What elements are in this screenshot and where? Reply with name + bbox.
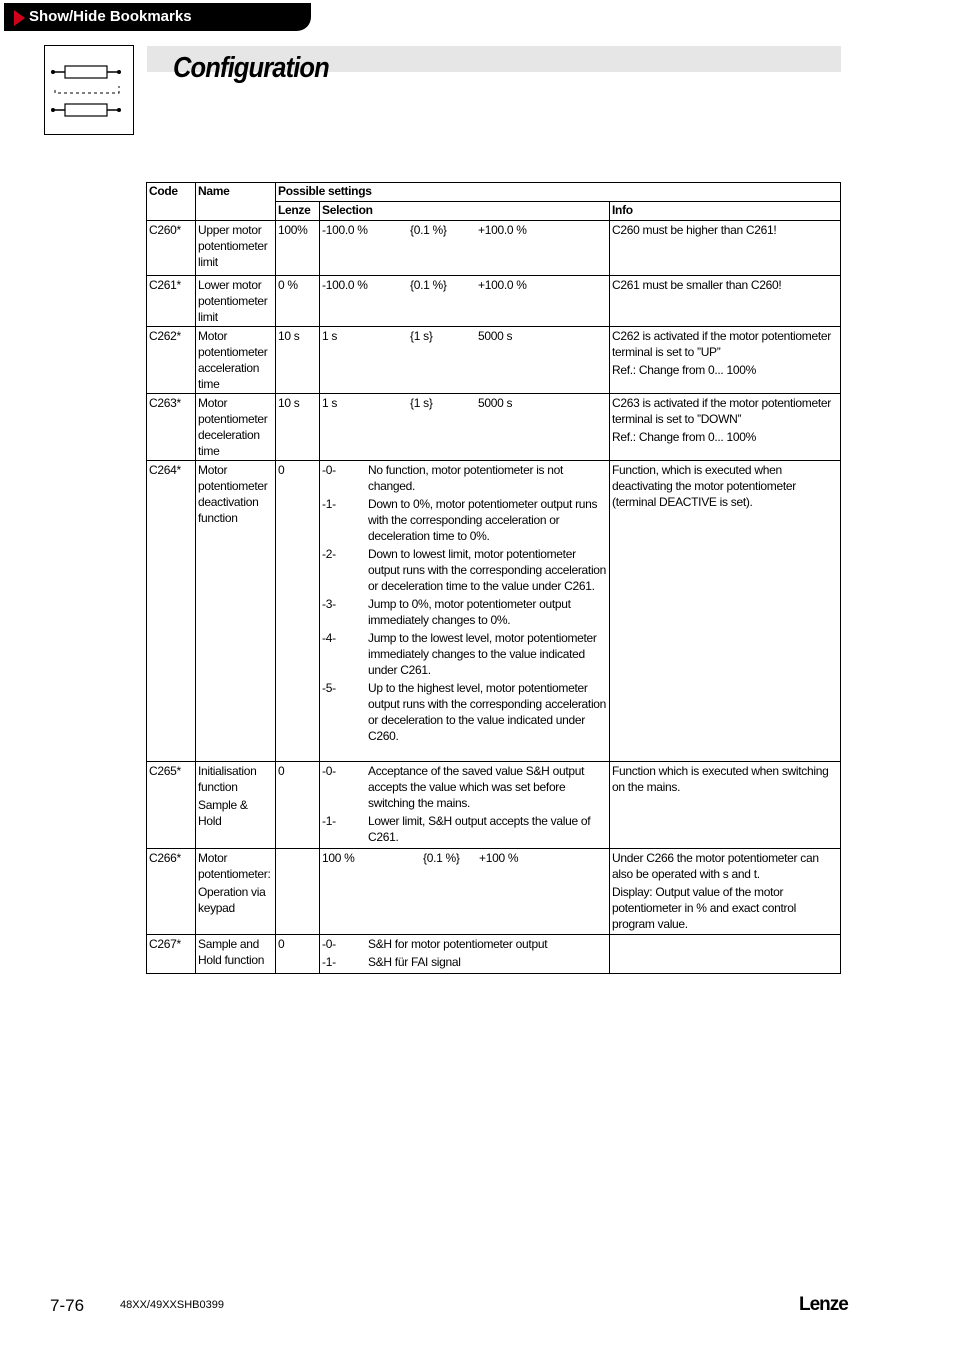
cell-info — [610, 327, 841, 394]
option-text: S&H for motor potentiometer output — [368, 937, 548, 951]
option-item — [322, 763, 607, 811]
range-min: 1 s — [322, 396, 338, 410]
name-text: Initialisation function — [198, 764, 257, 794]
page-title: Configuration — [173, 52, 329, 84]
cell-info — [610, 461, 841, 762]
option-key: -1- — [322, 955, 336, 969]
cell-code: C260* — [147, 221, 196, 276]
name-text: Motor potentiometer deactivation function — [198, 463, 268, 525]
option-item — [322, 596, 607, 628]
cell-lenze: 100% — [276, 221, 320, 276]
cell-code: C264* — [147, 461, 196, 762]
cell-info — [610, 935, 841, 974]
cell-name — [196, 461, 276, 762]
option-key: -0- — [322, 463, 336, 477]
option-key: -4- — [322, 631, 336, 645]
cell-selection — [320, 935, 610, 974]
range-max: +100 % — [479, 851, 519, 865]
cell-selection — [320, 394, 610, 461]
option-key: -1- — [322, 497, 336, 511]
cell-selection — [320, 762, 610, 849]
option-item — [322, 630, 607, 678]
info-text: Display: Output value of the motor potentiometer in % and exact control program value. — [612, 885, 796, 931]
page-number: 7-76 — [50, 1296, 85, 1315]
option-item — [322, 954, 607, 970]
option-item — [322, 462, 607, 494]
cell-name — [196, 935, 276, 974]
info-text: Function, which is executed when deactivating the motor potentiometer (terminal DEACTIVE is set). — [612, 463, 796, 509]
table-row — [147, 394, 841, 461]
configuration-table — [146, 182, 841, 974]
option-text: Down to lowest limit, motor potentiometer output runs with the corresponding acceleration or deceleration time to the value under C261. — [368, 547, 607, 593]
cell-code: C265* — [147, 762, 196, 849]
info-text: C263 is activated if the motor potentiometer terminal is set to ”DOWN” — [612, 396, 831, 426]
range — [322, 395, 607, 411]
cell-lenze: 10 s — [276, 327, 320, 394]
table-row — [147, 461, 841, 762]
lenze-logo: Lenze — [799, 1294, 848, 1315]
info-text: Ref.: Change from 0... 100% — [612, 430, 756, 444]
document-id: 48XX/49XXSHB0399 — [120, 1299, 224, 1311]
range-step: {0.1 %} — [410, 223, 447, 237]
cell-code: C267* — [147, 935, 196, 974]
option-key: -0- — [322, 937, 336, 951]
option-item — [322, 936, 607, 952]
name-text: Lower motor potentiometer limit — [198, 278, 268, 324]
range-max: +100.0 % — [478, 223, 527, 237]
cell-lenze: 0 — [276, 935, 320, 974]
cell-selection — [320, 276, 610, 327]
cell-name — [196, 849, 276, 935]
option-key: -3- — [322, 597, 336, 611]
range-min: -100.0 % — [322, 223, 368, 237]
range-max: 5000 s — [478, 329, 513, 343]
name-text: Motor potentiometer: — [198, 851, 271, 881]
range-max: +100.0 % — [478, 278, 527, 292]
table-row — [147, 276, 841, 327]
cell-lenze: 0 % — [276, 276, 320, 327]
cell-name — [196, 762, 276, 849]
cell-name — [196, 327, 276, 394]
cell-selection — [320, 327, 610, 394]
cell-name — [196, 394, 276, 461]
info-text: C261 must be smaller than C260! — [612, 278, 782, 292]
option-item — [322, 813, 607, 845]
name-text: Motor potentiometer acceleration time — [198, 329, 268, 391]
cell-info — [610, 276, 841, 327]
option-text: Jump to the lowest level, motor potentiometer immediately changes to the value indicated under C261. — [368, 631, 597, 677]
range-step: {0.1 %} — [410, 278, 447, 292]
header-name: Name — [196, 183, 276, 221]
option-text: No function, motor potentiometer is not changed. — [368, 463, 564, 493]
cell-code: C263* — [147, 394, 196, 461]
table-row — [147, 327, 841, 394]
cell-lenze: 0 — [276, 762, 320, 849]
cell-info — [610, 394, 841, 461]
option-text: S&H für FAI signal — [368, 955, 461, 969]
cell-lenze — [276, 849, 320, 935]
header-selection: Selection — [320, 202, 610, 221]
info-text: C262 is activated if the motor potentiometer terminal is set to ”UP” — [612, 329, 831, 359]
info-text: Function which is executed when switching on the mains. — [612, 764, 829, 794]
configuration-icon — [44, 45, 134, 135]
range-step: {1 s} — [410, 329, 433, 343]
table-row — [147, 762, 841, 849]
show-hide-bookmarks-button[interactable] — [4, 3, 311, 31]
range — [322, 222, 607, 238]
range-step: {1 s} — [410, 396, 433, 410]
cell-name — [196, 276, 276, 327]
option-key: -1- — [322, 814, 336, 828]
option-key: -5- — [322, 681, 336, 695]
cell-lenze: 0 — [276, 461, 320, 762]
info-text: Under C266 the motor potentiometer can also be operated with s and t. — [612, 851, 819, 881]
name-text: Motor potentiometer deceleration time — [198, 396, 268, 458]
cell-info — [610, 849, 841, 935]
cell-selection — [320, 461, 610, 762]
name-text-2: Sample & Hold — [198, 798, 248, 828]
range-min: 100 % — [322, 851, 355, 865]
cell-name — [196, 221, 276, 276]
range-step: {0.1 %} — [423, 851, 460, 865]
cell-code: C261* — [147, 276, 196, 327]
info-text: C260 must be higher than C261! — [612, 223, 777, 237]
option-item — [322, 496, 607, 544]
cell-lenze: 10 s — [276, 394, 320, 461]
option-item — [322, 546, 607, 594]
range — [322, 328, 607, 344]
header-info: Info — [610, 202, 841, 221]
name-text-2: Operation via keypad — [198, 885, 266, 915]
option-text: Acceptance of the saved value S&H output accepts the value which was set before switching the mains. — [368, 764, 585, 810]
range — [322, 850, 607, 866]
option-item — [322, 680, 607, 744]
header-code: Code — [147, 183, 196, 221]
cell-info — [610, 762, 841, 849]
option-key: -0- — [322, 764, 336, 778]
range — [322, 277, 607, 293]
range-min: 1 s — [322, 329, 338, 343]
option-text: Lower limit, S&H output accepts the value of C261. — [368, 814, 591, 844]
info-text: Ref.: Change from 0... 100% — [612, 363, 756, 377]
bookmarks-label: Show/Hide Bookmarks — [29, 8, 192, 25]
table-row — [147, 935, 841, 974]
option-text: Jump to 0%, motor potentiometer output immediately changes to 0%. — [368, 597, 571, 627]
option-text: Up to the highest level, motor potentiometer output runs with the corresponding acceleration or deceleration to the value indicated under C260. — [368, 681, 607, 743]
range-max: 5000 s — [478, 396, 513, 410]
range-min: -100.0 % — [322, 278, 368, 292]
cell-selection — [320, 221, 610, 276]
header-lenze: Lenze — [276, 202, 320, 221]
name-text: Sample and Hold function — [198, 937, 265, 967]
table-row — [147, 849, 841, 935]
table-row — [147, 221, 841, 276]
option-key: -2- — [322, 547, 336, 561]
triangle-right-icon — [14, 10, 25, 26]
cell-code: C262* — [147, 327, 196, 394]
cell-info — [610, 221, 841, 276]
name-text: Upper motor potentiometer limit — [198, 223, 268, 269]
header-possible-settings: Possible settings — [276, 183, 841, 202]
cell-code: C266* — [147, 849, 196, 935]
cell-selection — [320, 849, 610, 935]
option-text: Down to 0%, motor potentiometer output runs with the corresponding acceleration or deceleration time to 0%. — [368, 497, 598, 543]
